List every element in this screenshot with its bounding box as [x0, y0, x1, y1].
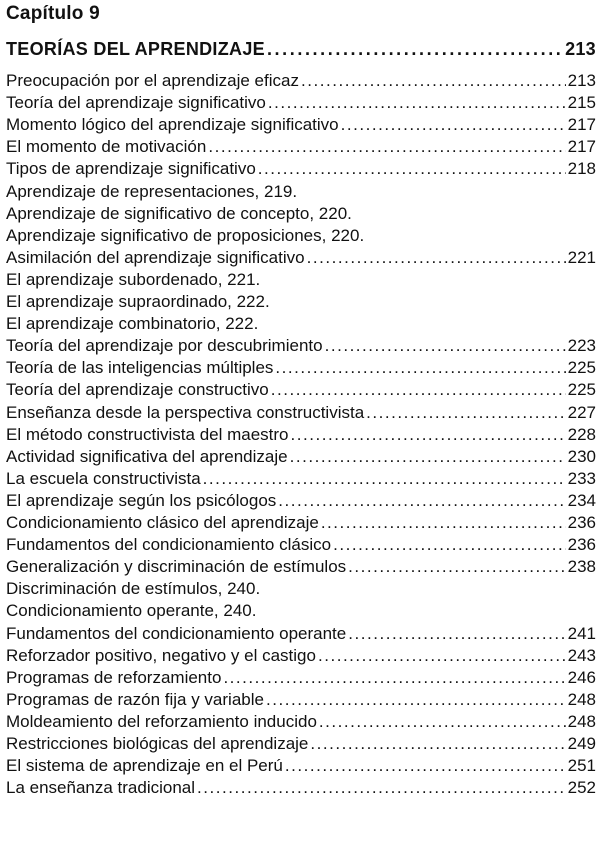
chapter-label: Capítulo 9 [6, 3, 100, 24]
dot-leader [318, 645, 566, 667]
toc-entry [6, 711, 596, 733]
toc-entry-title: Teoría de las inteligencias múltiples [6, 358, 274, 378]
dot-leader [268, 92, 566, 114]
toc-entry-title: Generalización y discriminación de estímulos [6, 557, 347, 577]
toc-entry [6, 733, 596, 755]
chapter-title: TEORÍAS DEL APRENDIZAJE [6, 39, 265, 59]
toc-entry [6, 755, 596, 777]
toc-entry [6, 623, 596, 645]
dot-leader [258, 158, 566, 180]
toc-entry-title: Restricciones biológicas del aprendizaje [6, 734, 309, 753]
toc-entry-page-number: 236 [567, 535, 596, 555]
toc-entry-title: El aprendizaje según los psicólogos [6, 490, 277, 510]
toc-entry-page-number: 243 [567, 645, 596, 665]
toc-entry-title: Discriminación de estímulos, 240. [6, 579, 261, 599]
dot-leader [208, 136, 565, 158]
toc-entry-page-number: 227 [567, 402, 596, 422]
toc-entry-page-number: 248 [567, 689, 596, 709]
toc-entry [6, 446, 596, 468]
toc-entry-page-number: 238 [567, 557, 596, 577]
dot-leader [271, 379, 566, 401]
toc-entry-page-number: 236 [567, 513, 596, 532]
toc-entry-title: Actividad significativa del aprendizaje [6, 446, 288, 466]
toc-entry-title: Aprendizaje de significativo de concepto, 220. [6, 203, 352, 223]
dot-leader [301, 70, 566, 92]
toc-entry-title: Asimilación del aprendizaje significativo [6, 247, 305, 267]
toc-entry [6, 556, 596, 578]
toc-entry-title: El momento de motivación [6, 137, 207, 157]
toc-entry [6, 424, 596, 446]
toc-entry-page-number: 241 [567, 623, 596, 643]
dot-leader [285, 755, 566, 777]
toc-entry-page-number: 215 [567, 93, 596, 113]
toc-entry-page-number: 225 [567, 358, 596, 378]
toc-entry-page-number: 248 [567, 711, 596, 731]
toc-entry-title: El aprendizaje supraordinado, 222. [6, 292, 270, 311]
toc-entry-page-number: 221 [567, 247, 596, 267]
dot-leader [291, 424, 566, 446]
toc-entry-page-number: 246 [567, 667, 596, 687]
toc-entry [6, 136, 596, 158]
toc-entry-title: Momento lógico del aprendizaje significativo [6, 115, 339, 135]
chapter-page-number: 213 [565, 39, 596, 59]
toc-entry-page-number: 234 [567, 490, 596, 510]
toc-entry-title: El sistema de aprendizaje en el Perú [6, 756, 283, 776]
toc-entry-title: Condicionamiento operante, 240. [6, 601, 257, 621]
toc-entry-page-number: 233 [567, 468, 596, 488]
toc-entry-title: Aprendizaje significativo de proposiciones, 220. [6, 225, 365, 245]
toc-entry-title: El aprendizaje combinatorio, 222. [6, 314, 259, 334]
toc-entry [6, 689, 596, 711]
toc-entry-title: Reforzador positivo, negativo y el castigo [6, 645, 316, 665]
toc-entry [6, 313, 596, 335]
toc-entry [6, 70, 596, 92]
dot-leader [197, 777, 566, 799]
toc-entry-title: El método constructivista del maestro [6, 424, 289, 444]
toc-entry [6, 158, 596, 180]
toc-entry [6, 269, 596, 291]
toc-entry [6, 512, 596, 534]
toc-entry-page-number: 228 [567, 424, 596, 444]
toc-entry [6, 225, 596, 247]
toc-entry [6, 490, 596, 512]
toc-entry-title: El aprendizaje subordenado, 221. [6, 269, 261, 289]
dot-leader [267, 38, 563, 60]
dot-leader [341, 114, 566, 136]
dot-leader [275, 357, 565, 379]
toc-entry [6, 468, 596, 490]
dot-leader [321, 512, 566, 534]
toc-entry-page-number: 230 [567, 446, 596, 466]
toc-entry-title: Teoría del aprendizaje por descubrimiento [6, 336, 323, 356]
dot-leader [325, 335, 566, 357]
toc-entry-page-number: 249 [567, 734, 596, 753]
toc-entry-page-number: 252 [567, 778, 596, 798]
toc-entry [6, 645, 596, 667]
dot-leader [310, 733, 565, 755]
dot-leader [307, 247, 566, 269]
toc-entry-title: Enseñanza desde la perspectiva constructivista [6, 402, 365, 422]
toc-entry-title: Fundamentos del condicionamiento clásico [6, 535, 332, 555]
toc-entry-title: La enseñanza tradicional [6, 778, 196, 798]
dot-leader [290, 446, 566, 468]
toc-entry [6, 335, 596, 357]
toc-entry-title: Fundamentos del condicionamiento operante [6, 623, 347, 643]
dot-leader [333, 534, 566, 556]
toc-entry-title: Aprendizaje de representaciones, 219. [6, 181, 298, 201]
toc-entry-title: Teoría del aprendizaje constructivo [6, 380, 269, 400]
toc-entry [6, 247, 596, 269]
toc-entry [6, 578, 596, 600]
toc-entry [6, 600, 596, 622]
dot-leader [348, 556, 565, 578]
toc-entry [6, 114, 596, 136]
toc-entry [6, 534, 596, 556]
toc-entry [6, 92, 596, 114]
dot-leader [203, 468, 566, 490]
dot-leader [223, 667, 565, 689]
toc-entry [6, 203, 596, 225]
toc-entry-title: Programas de reforzamiento [6, 667, 222, 687]
toc-entry-title: Teoría del aprendizaje significativo [6, 93, 266, 113]
dot-leader [278, 490, 565, 512]
toc-entry-title: Moldeamiento del reforzamiento inducido [6, 711, 317, 731]
dot-leader [266, 689, 566, 711]
toc-entry-page-number: 223 [567, 336, 596, 356]
dot-leader [348, 623, 565, 645]
toc-entry [6, 777, 596, 799]
dot-leader [319, 711, 566, 733]
toc-entry-title: Programas de razón fija y variable [6, 689, 264, 709]
toc-entry-page-number: 217 [567, 137, 596, 157]
toc-entry [6, 379, 596, 401]
toc-entry [6, 357, 596, 379]
toc-entry [6, 291, 596, 313]
toc-entry [6, 402, 596, 424]
chapter-title-row [6, 38, 596, 60]
toc-entry-title: La escuela constructivista [6, 468, 201, 488]
toc-entry [6, 181, 596, 203]
toc-entry-page-number: 251 [567, 756, 596, 776]
toc-entry-page-number: 225 [567, 380, 596, 400]
toc-entry-title: Condicionamiento clásico del aprendizaje [6, 513, 319, 532]
toc-entry-title: Preocupación por el aprendizaje eficaz [6, 71, 299, 90]
toc-entry-page-number: 213 [567, 71, 596, 90]
toc-entry-title: Tipos de aprendizaje significativo [6, 159, 256, 179]
toc-entry-page-number: 217 [567, 115, 596, 135]
dot-leader [366, 402, 565, 424]
toc-entry [6, 667, 596, 689]
toc-entry-page-number: 218 [567, 159, 596, 179]
